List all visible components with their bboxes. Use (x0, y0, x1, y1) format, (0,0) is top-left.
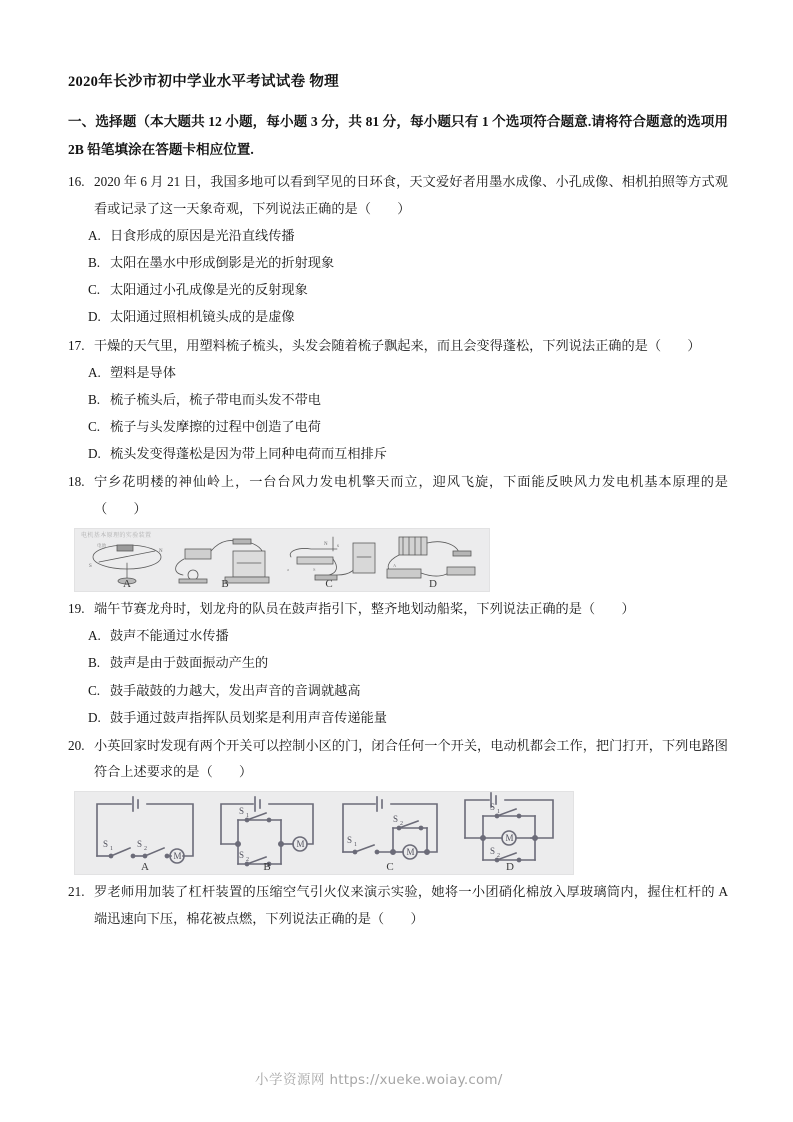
option-16-C[interactable] (68, 276, 728, 303)
option-17-D-letter: D. (88, 446, 101, 462)
svg-text:S: S (89, 564, 92, 569)
question-20-stem (68, 733, 728, 786)
question-21-stem (68, 879, 728, 932)
question-19-stem (68, 596, 728, 622)
watermark (255, 1068, 503, 1088)
option-17-A-text: 塑料是导体 (110, 364, 176, 380)
option-17-C-text: 梳子与头发摩擦的过程中创造了电荷 (110, 419, 321, 435)
svg-text:1: 1 (110, 846, 113, 853)
watermark-url: https://xueke.woiay.com/ (329, 1072, 503, 1088)
option-19-B-letter: B. (88, 655, 101, 671)
option-17-C[interactable] (68, 413, 728, 440)
question-20-text: 小英回家时发现有两个开关可以控制小区的门，闭合任何一个开关，电动机都会工作，把门打开，下列电路图符合上述要求的是（ ） (94, 737, 728, 780)
option-17-B-letter: B. (88, 392, 101, 407)
option-19-A-text: 鼓声不能通过水传播 (110, 628, 229, 644)
svg-text:a: a (287, 567, 289, 572)
svg-text:S: S (490, 802, 496, 813)
option-17-D[interactable] (68, 440, 728, 467)
svg-text:S: S (313, 567, 316, 572)
svg-text:2: 2 (144, 846, 147, 853)
circuit-panel-label-A: A (141, 861, 149, 874)
option-16-C-letter: C. (88, 282, 101, 298)
question-18 (68, 469, 728, 592)
option-17-D-text: 梳头发变得蓬松是因为带上同种电荷而互相排斥 (110, 446, 387, 462)
svg-text:2: 2 (497, 853, 500, 860)
svg-text:1: 1 (497, 809, 500, 816)
svg-text:N: N (324, 542, 328, 547)
svg-text:A: A (393, 563, 397, 568)
svg-text:S: S (239, 806, 245, 817)
question-20 (68, 733, 728, 876)
svg-text:M: M (296, 839, 305, 850)
svg-text:S: S (239, 850, 245, 861)
question-16-text: 2020 年 6 月 21 日，我国多地可以看到罕见的日环食，天文爱好者用墨水成像、小孔成像、相机拍照等方式观看或记录了这一天象奇观，下列说法正确的是（ ） (94, 174, 728, 216)
question-17-number: 17. (68, 337, 85, 353)
question-18-number: 18. (68, 474, 85, 490)
option-19-A[interactable] (68, 622, 728, 649)
option-16-C-text: 太阳通过小孔成像是光的反射现象 (110, 282, 308, 298)
figure-panel-label-C: C (325, 578, 333, 590)
figure-faint-caption: 电机基本原理的实验装置 (81, 533, 152, 539)
option-19-B[interactable] (68, 649, 728, 676)
svg-text:S: S (137, 839, 143, 850)
option-19-A-letter: A. (88, 628, 101, 644)
svg-text:S: S (347, 835, 353, 846)
question-21-number: 21. (68, 884, 85, 900)
option-16-D-text: 太阳通过照相机镜头成的是虚像 (110, 309, 295, 325)
option-16-D-letter: D. (88, 309, 101, 325)
option-16-A[interactable] (68, 222, 728, 249)
document-content (68, 72, 728, 934)
figure-panel-label-B: B (221, 578, 229, 590)
svg-text:N: N (159, 549, 163, 554)
option-19-D-letter: D. (88, 709, 101, 725)
option-17-C-letter: C. (88, 419, 101, 435)
option-17-A-letter: A. (88, 364, 101, 380)
option-17-B[interactable] (68, 386, 728, 413)
question-16-number: 16. (68, 174, 85, 190)
svg-text:电池: 电池 (97, 543, 106, 548)
svg-text:s: s (337, 544, 339, 549)
question-18-stem (68, 469, 728, 522)
svg-text:S: S (490, 846, 496, 857)
section-heading: 一、选择题（本大题共 12 小题，每小题 3 分，共 81 分，每小题只有 1 个选项符合题意.请将符合题意的选项用 2B 铅笔填涂在答题卡相应位置. (68, 113, 728, 157)
option-17-B-text: 梳子梳头后，梳子带电而头发不带电 (110, 392, 321, 407)
question-18-text: 宁乡花明楼的神仙岭上，一台台风力发电机擎天而立，迎风飞旋，下面能反映风力发电机基本原理的是（ ） (94, 474, 728, 516)
question-19 (68, 596, 728, 731)
option-16-B-text: 太阳在墨水中形成倒影是光的折射现象 (110, 255, 335, 271)
option-19-C-text: 鼓手敲鼓的力越大，发出声音的音调就越高 (110, 682, 361, 698)
svg-text:S: S (103, 839, 109, 850)
option-19-C-letter: C. (88, 682, 101, 698)
question-17 (68, 333, 728, 468)
option-19-C[interactable] (68, 677, 728, 704)
option-16-D[interactable] (68, 303, 728, 330)
svg-text:1: 1 (354, 842, 357, 849)
question-17-options (68, 359, 728, 467)
question-16-options (68, 222, 728, 330)
circuit-panel-label-B: B (263, 861, 271, 874)
generator-principle-figure (74, 528, 490, 592)
circuit-panel-label-D: D (506, 861, 514, 874)
figure-panel-label-D: D (429, 578, 437, 590)
svg-text:2: 2 (246, 857, 249, 864)
question-16-stem (68, 169, 728, 222)
question-19-options (68, 622, 728, 730)
option-19-D[interactable] (68, 704, 728, 731)
option-16-B-letter: B. (88, 255, 101, 271)
option-16-A-text: 日食形成的原因是光沿直线传播 (110, 228, 295, 244)
option-17-A[interactable] (68, 359, 728, 386)
option-16-B[interactable] (68, 249, 728, 276)
question-17-stem (68, 333, 728, 359)
svg-text:2: 2 (400, 821, 403, 828)
question-19-text: 端午节赛龙舟时，划龙舟的队员在鼓声指引下，整齐地划动船桨，下列说法正确的是（ ） (94, 601, 635, 616)
circuit-panel-label-C: C (386, 861, 394, 874)
svg-text:1: 1 (246, 813, 249, 820)
question-20-number: 20. (68, 737, 85, 753)
svg-text:M: M (505, 833, 514, 844)
option-19-B-text: 鼓声是由于鼓面振动产生的 (110, 655, 269, 671)
page-title: 2020年长沙市初中学业水平考试试卷 物理 (68, 74, 339, 90)
watermark-site-name: 小学资源网 (255, 1072, 325, 1088)
option-19-D-text: 鼓手通过鼓声指挥队员划桨是利用声音传递能量 (110, 709, 387, 725)
question-16 (68, 169, 728, 330)
svg-text:M: M (173, 851, 182, 862)
question-19-number: 19. (68, 601, 85, 616)
question-21-text: 罗老师用加装了杠杆装置的压缩空气引火仪来演示实验，她将一小团硝化棉放入厚玻璃筒内，握住杠杆的 A 端迅速向下压，棉花被点燃，下列说法正确的是（ ） (94, 884, 728, 926)
question-17-text: 干燥的天气里，用塑料梳子梳头，头发会随着梳子飘起来，而且会变得蓬松，下列说法正确的是（ ） (94, 337, 701, 353)
option-16-A-letter: A. (88, 228, 101, 244)
svg-text:S: S (393, 814, 399, 825)
svg-text:M: M (406, 847, 415, 858)
question-21 (68, 879, 728, 932)
circuit-diagrams-figure (74, 791, 574, 875)
figure-panel-label-A: A (123, 578, 131, 590)
